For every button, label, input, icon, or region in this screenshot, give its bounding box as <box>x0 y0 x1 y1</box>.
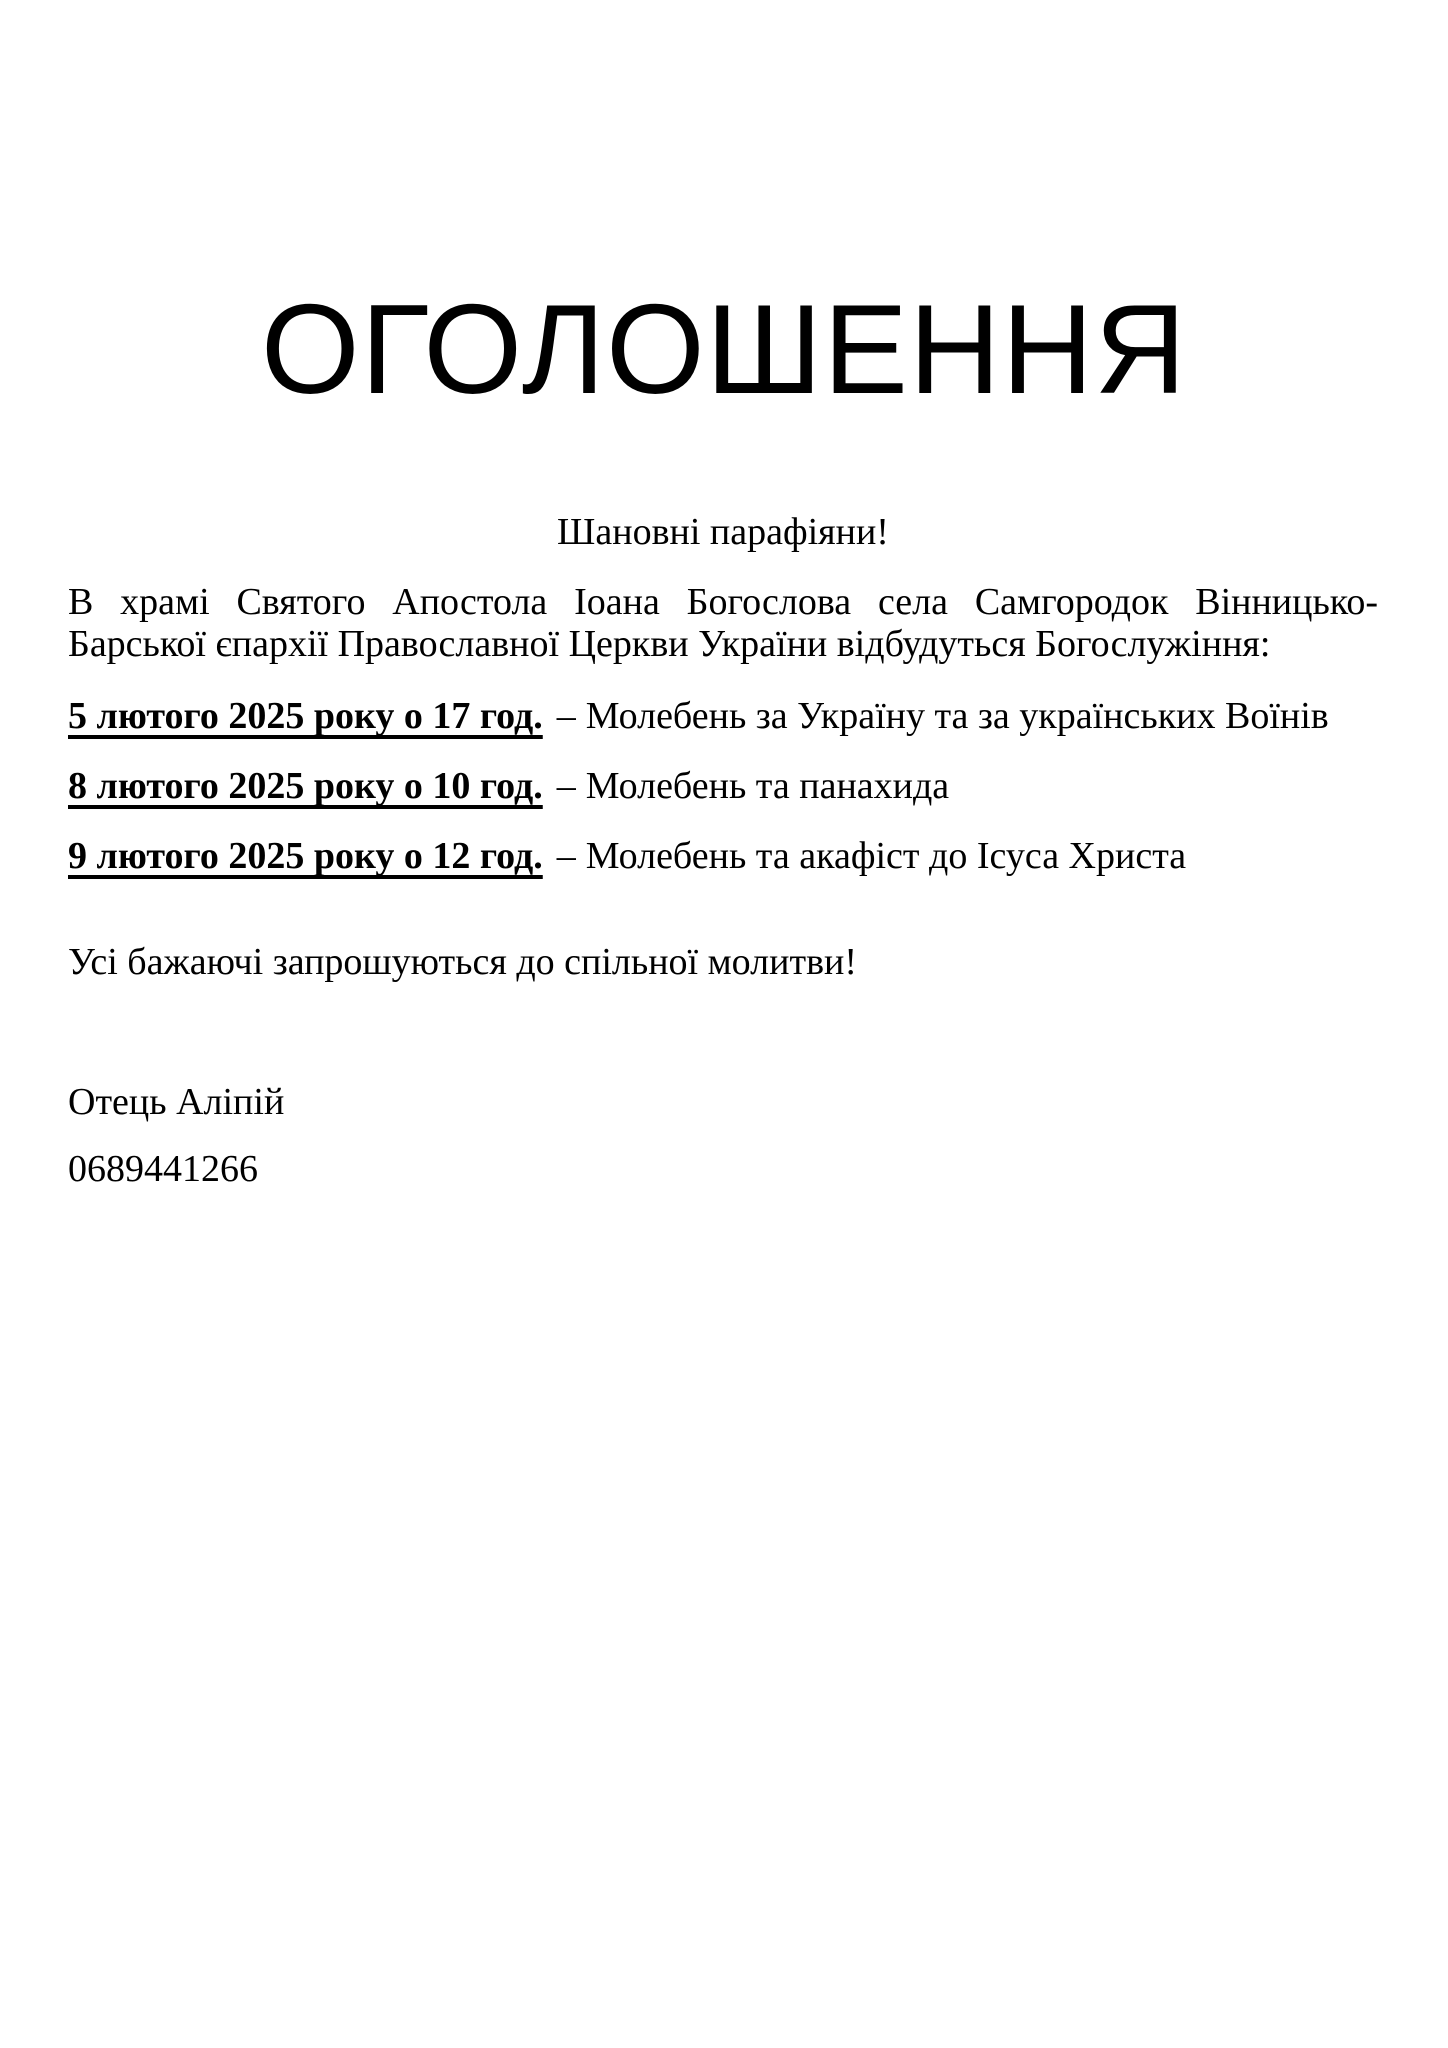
schedule-item <box>68 764 1428 810</box>
schedule-service: Молебень та акафіст до Ісуса Христа <box>585 835 1187 877</box>
signature-name: Отець Аліпій <box>68 1081 285 1123</box>
document-title: ОГОЛОШЕННЯ <box>260 278 1188 420</box>
schedule-dash: – <box>556 835 576 877</box>
schedule-service: Молебень за Україну та за українських Воїнів <box>585 695 1329 737</box>
signature-phone-number: 0689441266 <box>68 1148 258 1190</box>
schedule-item <box>68 694 1428 740</box>
schedule-item <box>68 834 1428 880</box>
schedule-dash: – <box>556 695 576 737</box>
schedule-date: 8 лютого 2025 року о 10 год. <box>68 765 543 807</box>
closing-invitation-line: Усі бажаючі запрошуються до спільної молитви! <box>68 941 858 983</box>
intro-paragraph-line-1: В храмі Святого Апостола Іоана Богослова села Самгородок Вінницько- <box>68 581 1378 623</box>
schedule-service: Молебень та панахида <box>585 765 950 807</box>
intro-paragraph-line-2: Барської єпархії Православної Церкви України відбудуться Богослужіння: <box>68 623 1271 665</box>
schedule-date: 9 лютого 2025 року о 12 год. <box>68 835 543 877</box>
schedule-dash: – <box>556 765 576 807</box>
greeting-line: Шановні парафіяни! <box>557 511 889 553</box>
schedule-date: 5 лютого 2025 року о 17 год. <box>68 695 543 737</box>
